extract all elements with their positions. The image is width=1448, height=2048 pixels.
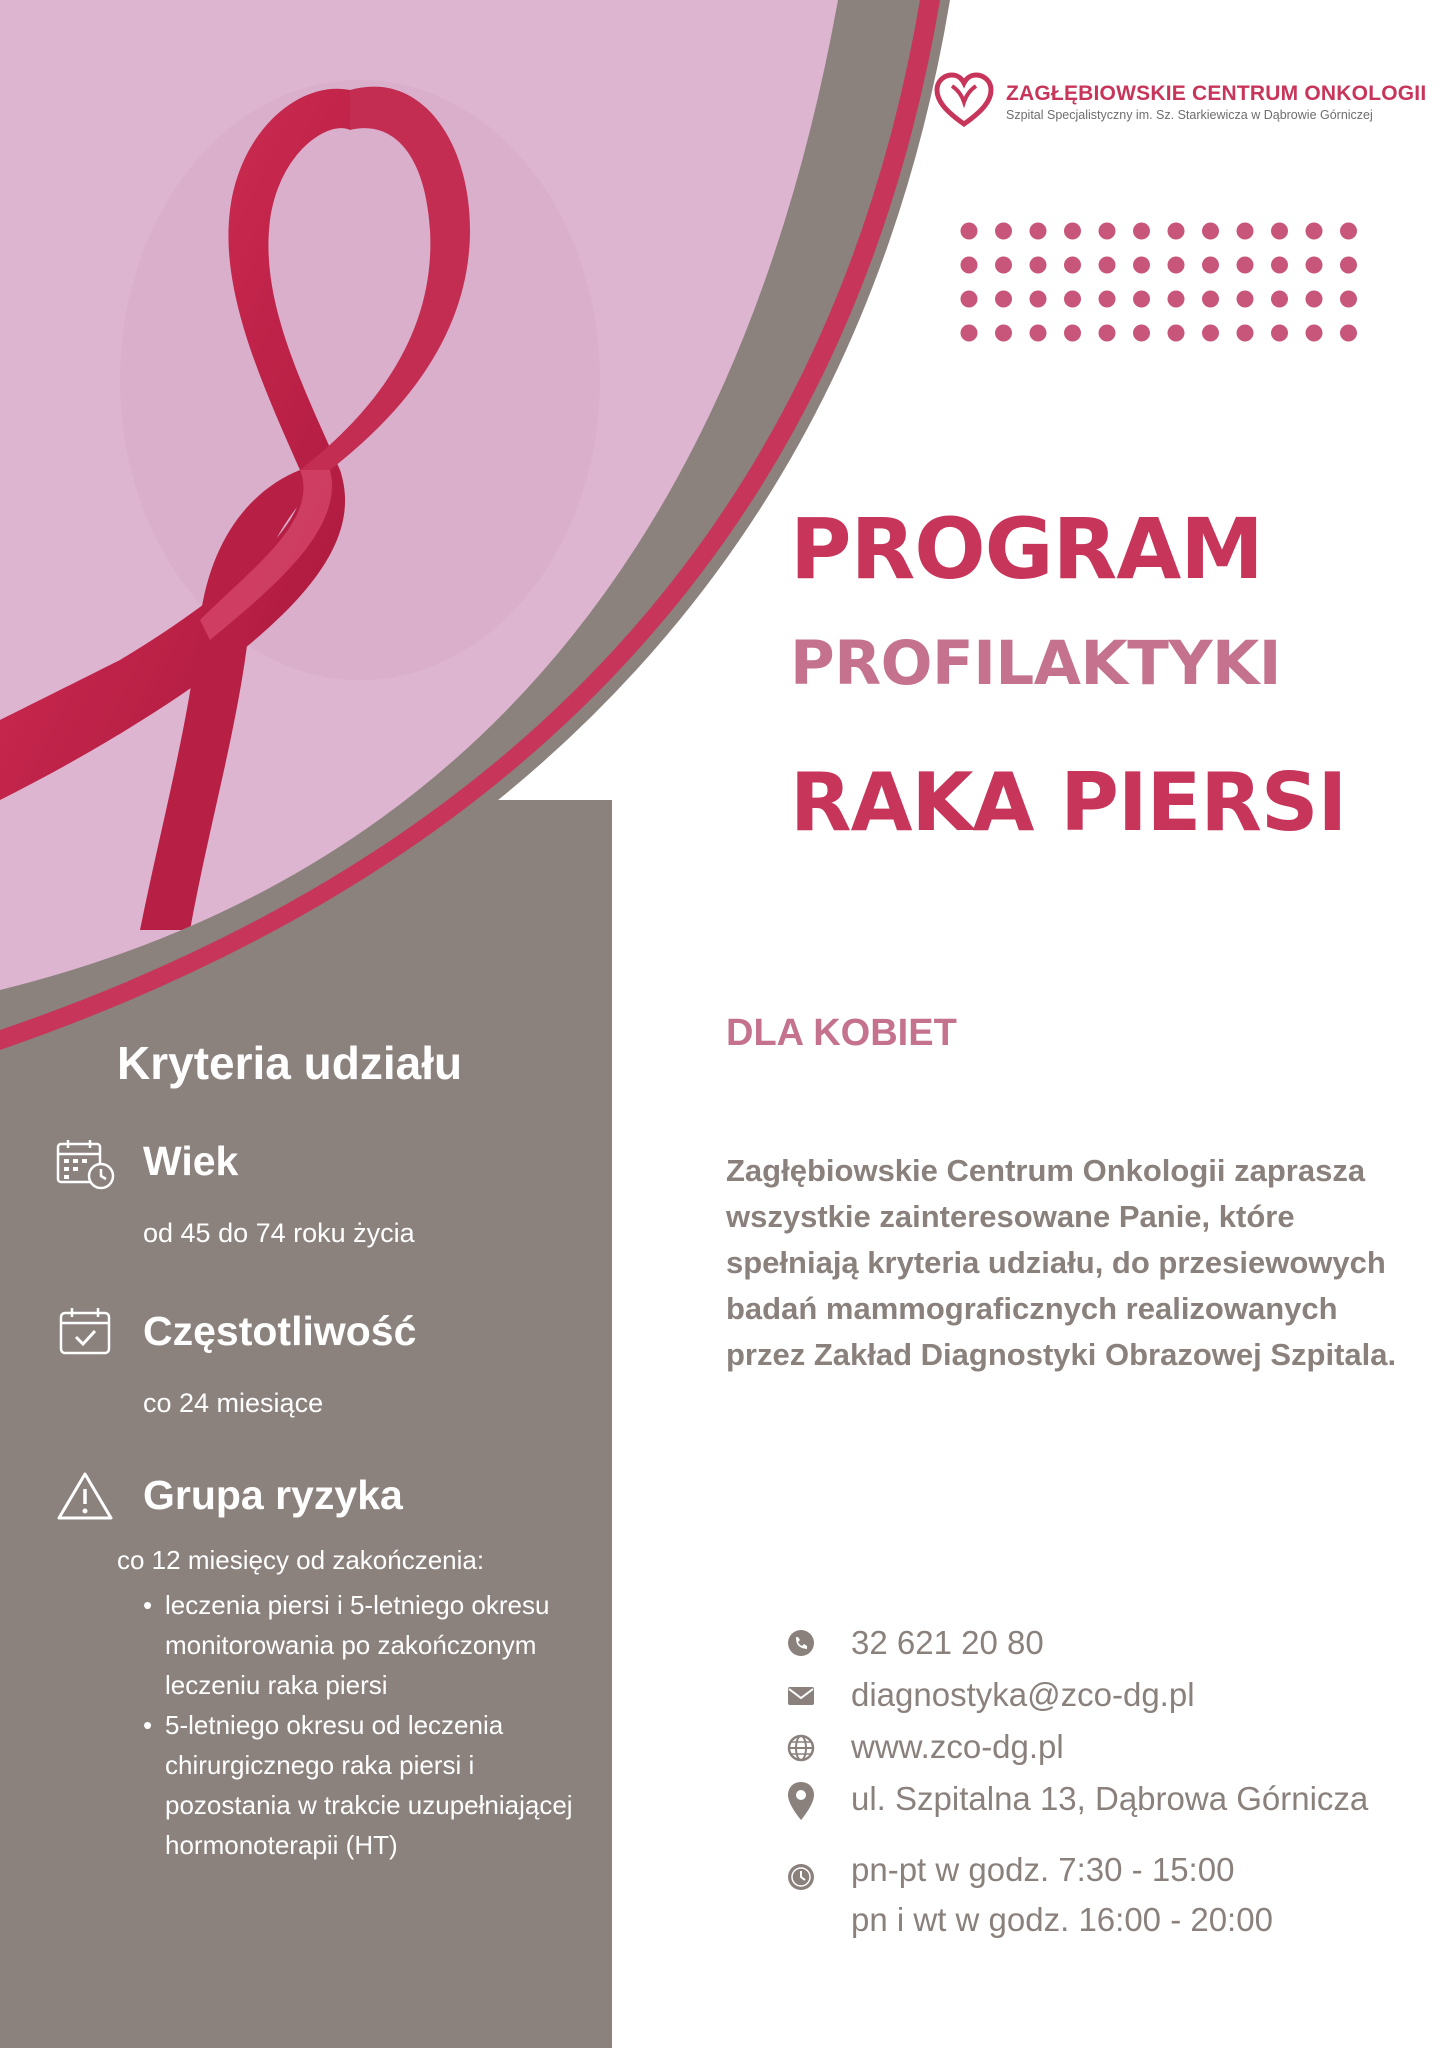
decor-dot xyxy=(1064,257,1081,274)
decor-dot xyxy=(1237,257,1254,274)
dot-grid-decoration xyxy=(960,222,1370,352)
decor-dot xyxy=(1306,291,1323,308)
decor-dot xyxy=(1271,223,1288,240)
decor-dot xyxy=(1030,257,1047,274)
criteria-risk-list xyxy=(143,1585,603,1865)
decor-dot xyxy=(961,291,978,308)
clock-icon xyxy=(786,1862,816,1892)
decor-dot xyxy=(1133,223,1150,240)
contact-address: ul. Szpitalna 13, Dąbrowa Górnicza xyxy=(851,1780,1369,1817)
envelope-icon xyxy=(786,1681,816,1711)
criteria-age-label: Wiek xyxy=(143,1138,239,1184)
decor-dot xyxy=(1237,325,1254,342)
decor-dot xyxy=(1099,325,1116,342)
intro-paragraph: Zagłębiowskie Centrum Onkologii zaprasza wszystkie zainteresowane Panie, które spełniają kryteria udziału, do przesiewowych badań mammograficznych realizowanych przez Zakład Diagnostyki Obrazowej Szpitala. xyxy=(726,1153,1397,1372)
decor-dot xyxy=(1202,291,1219,308)
headline-line-1: PROGRAM xyxy=(790,500,1263,598)
decor-dot xyxy=(1237,291,1254,308)
decor-dot xyxy=(995,257,1012,274)
decor-dot xyxy=(1168,223,1185,240)
globe-icon xyxy=(786,1733,816,1763)
decor-dot xyxy=(1064,223,1081,240)
contact-phone[interactable]: 32 621 20 80 xyxy=(851,1624,1044,1661)
calendar-clock-icon xyxy=(56,1138,116,1190)
decor-dot xyxy=(1340,223,1357,240)
decor-dot xyxy=(1133,325,1150,342)
decor-dot xyxy=(1271,325,1288,342)
contact-website[interactable]: www.zco-dg.pl xyxy=(851,1728,1064,1765)
heart-logo-icon xyxy=(934,72,994,128)
decor-dot xyxy=(1133,257,1150,274)
decor-dot xyxy=(1168,257,1185,274)
decor-dot xyxy=(1030,223,1047,240)
list-item: • leczenia piersi i 5-letniego okresu monitorowania po zakończonym leczeniu raka piersi xyxy=(143,1585,603,1705)
decor-dot xyxy=(1064,325,1081,342)
contact-email[interactable]: diagnostyka@zco-dg.pl xyxy=(851,1676,1195,1713)
contact-hours-1: pn-pt w godz. 7:30 - 15:00 xyxy=(851,1851,1235,1888)
warning-icon xyxy=(56,1470,114,1522)
criteria-frequency-text: co 24 miesiące xyxy=(143,1388,324,1418)
criteria-title: Kryteria udziału xyxy=(117,1037,463,1089)
decor-dot xyxy=(1064,291,1081,308)
decor-dot xyxy=(1099,223,1116,240)
decor-dot xyxy=(1271,257,1288,274)
decor-dot xyxy=(1099,257,1116,274)
audience-label: DLA KOBIET xyxy=(726,1012,957,1054)
decor-dot xyxy=(961,223,978,240)
decor-dot xyxy=(1168,325,1185,342)
decor-dot xyxy=(1202,257,1219,274)
headline-line-2: PROFILAKTYKI xyxy=(790,628,1281,699)
decor-dot xyxy=(961,325,978,342)
decor-dot xyxy=(1340,325,1357,342)
decor-dot xyxy=(1133,291,1150,308)
criteria-risk-lead: co 12 miesięcy od zakończenia: xyxy=(117,1545,485,1575)
criteria-frequency-label: Częstotliwość xyxy=(143,1308,417,1354)
location-pin-icon xyxy=(786,1780,816,1822)
decor-dot xyxy=(1306,325,1323,342)
decor-dot xyxy=(1202,325,1219,342)
decor-dot xyxy=(1271,291,1288,308)
calendar-check-icon xyxy=(58,1306,114,1358)
decor-dot xyxy=(1306,257,1323,274)
headline-line-3: RAKA PIERSI xyxy=(790,756,1347,849)
decor-dot xyxy=(1030,325,1047,342)
decor-dot xyxy=(1030,291,1047,308)
decor-dot xyxy=(995,223,1012,240)
criteria-age-text: od 45 do 74 roku życia xyxy=(143,1218,415,1248)
decor-dot xyxy=(1340,257,1357,274)
decor-dot xyxy=(1099,291,1116,308)
logo-subtitle: Szpital Specjalistyczny im. Sz. Starkiewicza w Dąbrowie Górniczej xyxy=(1006,108,1373,122)
decor-dot xyxy=(995,291,1012,308)
decor-dot xyxy=(1340,291,1357,308)
decor-dot xyxy=(1202,223,1219,240)
decor-dot xyxy=(995,325,1012,342)
decor-dot xyxy=(1237,223,1254,240)
contact-hours-2: pn i wt w godz. 16:00 - 20:00 xyxy=(851,1901,1273,1938)
logo-title: ZAGŁĘBIOWSKIE CENTRUM ONKOLOGII xyxy=(1006,82,1427,105)
phone-icon xyxy=(786,1628,816,1658)
decor-dot xyxy=(961,257,978,274)
decor-dot xyxy=(1306,223,1323,240)
criteria-risk-label: Grupa ryzyka xyxy=(143,1472,403,1518)
list-item: • 5-letniego okresu od leczenia chirurgicznego raka piersi i pozostania w trakcie uzupełniającej hormonoterapii (HT) xyxy=(143,1705,603,1865)
decor-dot xyxy=(1168,291,1185,308)
